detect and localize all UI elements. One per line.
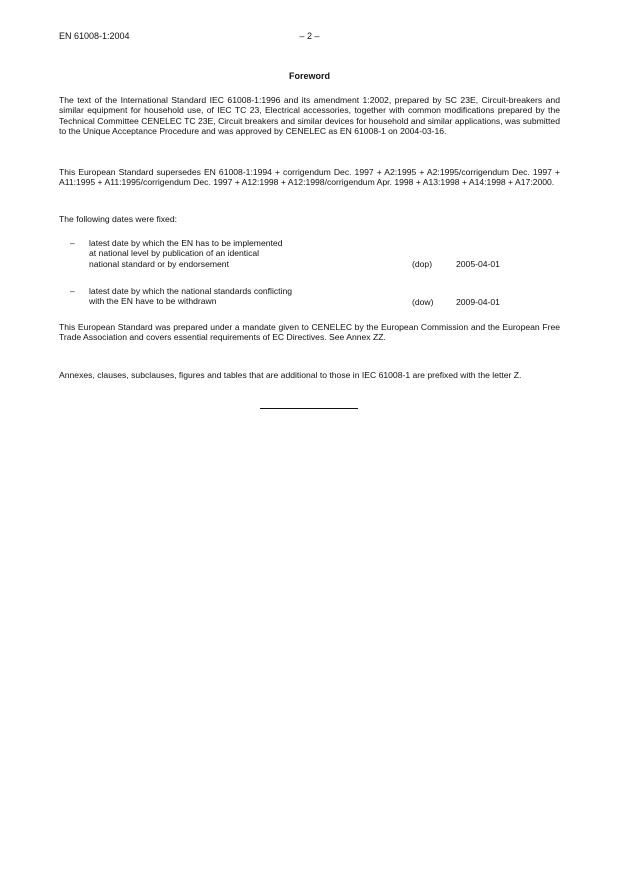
date-code: (dow) — [412, 296, 434, 307]
date-item-dop — [70, 238, 560, 269]
date-item-line: latest date by which the EN has to be implemented — [89, 238, 283, 248]
date-item-line: latest date by which the national standards conflicting — [89, 286, 293, 296]
foreword-heading: Foreword — [288, 71, 330, 81]
document-id: EN 61008-1:2004 — [59, 31, 130, 41]
list-dash: – — [70, 286, 75, 296]
date-item-line: with the EN have to be withdrawn — [89, 296, 217, 307]
date-item-line: at national level by publication of an identical — [89, 248, 260, 259]
paragraph-annexes: Annexes, clauses, subclauses, figures and tables that are additional to those in IEC 61008-1 are prefixed with the letter Z. — [59, 370, 522, 380]
date-item-dow — [70, 286, 560, 307]
paragraph-supersedes: This European Standard supersedes EN 61008-1:1994 + corrigendum Dec. 1997 + A2:1995 + A2:1995/corrigendum Dec. 1997 + A11:1995 + A11:1995/corrigendum Dec. 1997 + A12:1998 + A12:1998/corrigendum Apr. 1998 + A13:1998 + A14:1998 + A17:2000. — [59, 167, 560, 188]
date-value: 2005-04-01 — [456, 258, 500, 269]
date-item-description — [89, 238, 409, 269]
paragraph-mandate: This European Standard was prepared under a mandate given to CENELEC by the European Commission and the European Free Trade Association and covers essential requirements of EC Directives. See Annex ZZ. — [59, 322, 560, 343]
date-item-line: national standard or by endorsement — [89, 258, 229, 269]
list-dash: – — [70, 238, 75, 248]
end-rule-divider — [260, 408, 358, 409]
page-number: – 2 – — [299, 31, 320, 41]
paragraph-dates-intro: The following dates were fixed: — [59, 214, 177, 224]
paragraph-iec-text: The text of the International Standard IEC 61008-1:1996 and its amendment 1:2002, prepared by SC 23E, Circuit-breakers and similar equipment for household use, of IEC TC 23, Electrical accessories, together with common modifications prepared by the Technical Committee CENELEC TC 23E, Circuit breakers and similar devices for household and similar applications, was submitted to the Unique Acceptance Procedure and was approved by CENELEC as EN 61008-1 on 2004-03-16. — [59, 95, 560, 136]
date-code: (dop) — [412, 258, 433, 269]
date-value: 2009-04-01 — [456, 296, 500, 307]
date-item-description — [89, 286, 409, 307]
